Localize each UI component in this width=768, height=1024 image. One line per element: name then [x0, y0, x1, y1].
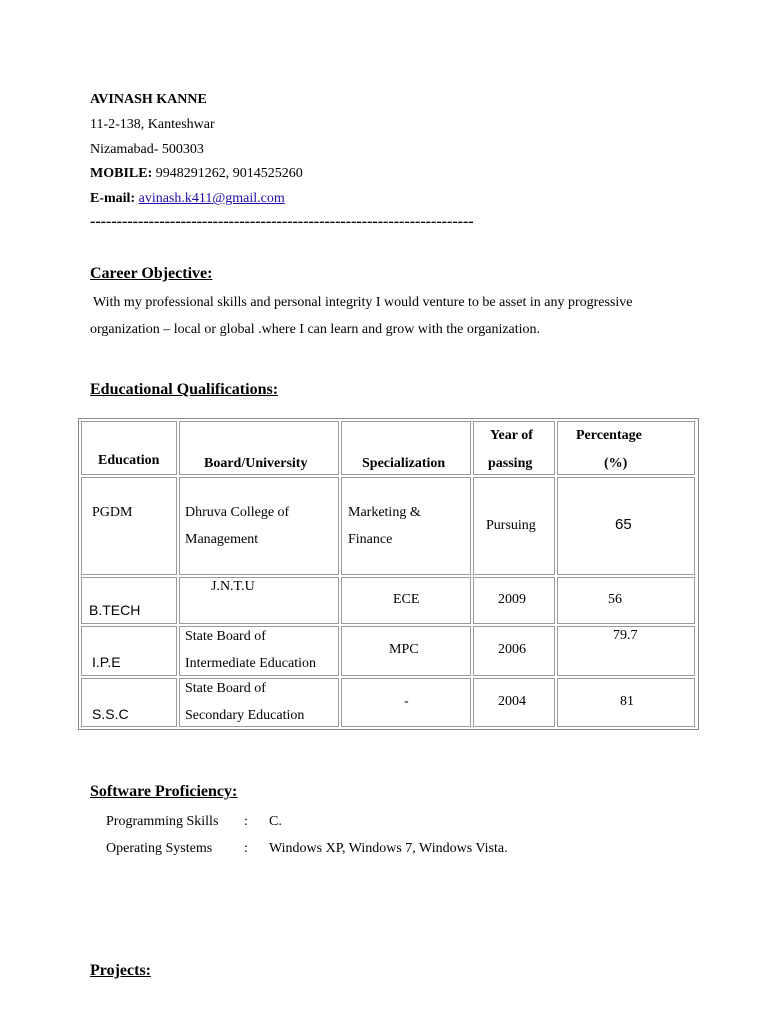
- row-specialization-line-1: -: [404, 694, 409, 709]
- software-value: Windows XP, Windows 7, Windows Vista.: [269, 841, 508, 856]
- table-row-btech-cell: [557, 577, 695, 624]
- row-year: 2004: [498, 694, 526, 709]
- table-row-ipe-cell: [473, 626, 555, 676]
- table-row-ipe-cell: [557, 626, 695, 676]
- row-specialization-line-2: Finance: [348, 532, 393, 547]
- education-heading: Educational Qualifications:: [90, 381, 279, 398]
- row-specialization-line-1: MPC: [389, 642, 419, 657]
- row-specialization-line-1: Marketing &: [348, 505, 421, 520]
- row-board-line-1: J.N.T.U: [211, 579, 255, 594]
- table-header-cell: [473, 421, 555, 475]
- table-row-pgdm-cell: [341, 477, 471, 575]
- software-value: C.: [269, 814, 282, 829]
- row-board-line-2: Secondary Education: [185, 708, 305, 723]
- mobile-row: [90, 166, 303, 182]
- row-percentage: 79.7: [613, 628, 638, 643]
- table-row-btech-cell: [341, 577, 471, 624]
- table-row-ssc-cell: [179, 678, 339, 727]
- mobile-value: 9948291262, 9014525260: [155, 166, 303, 181]
- table-row-ssc-cell: [557, 678, 695, 727]
- row-percentage: 65: [615, 516, 632, 533]
- email-label: E-mail:: [90, 191, 136, 206]
- row-education: S.S.C: [92, 706, 129, 722]
- table-row-pgdm-cell: [81, 477, 177, 575]
- header-specialization: Specialization: [362, 456, 446, 471]
- email-row: [90, 191, 285, 207]
- header-year-line-2: passing: [488, 456, 533, 471]
- row-board-line-2: Intermediate Education: [185, 656, 316, 671]
- table-header-cell: [341, 421, 471, 475]
- candidate-name: AVINASH KANNE: [90, 92, 207, 107]
- row-board-line-1: State Board of: [185, 629, 266, 644]
- software-label: Programming Skills: [106, 814, 219, 829]
- row-percentage: 81: [620, 694, 634, 709]
- address-line-1: 11-2-138, Kanteshwar: [90, 117, 215, 132]
- table-row-pgdm-cell: [473, 477, 555, 575]
- row-specialization-line-1: ECE: [393, 592, 420, 607]
- table-row-btech-cell: [81, 577, 177, 624]
- career-objective-heading: Career Objective:: [90, 265, 213, 282]
- row-board-line-2: Management: [185, 532, 259, 547]
- table-row-ipe-cell: [179, 626, 339, 676]
- software-proficiency-heading: Software Proficiency:: [90, 783, 238, 800]
- table-row-ipe-cell: [341, 626, 471, 676]
- row-percentage: 56: [608, 592, 622, 607]
- row-year: 2009: [498, 592, 526, 607]
- row-year: 2006: [498, 642, 526, 657]
- header-year-line-1: Year of: [490, 428, 533, 443]
- header-percentage-line-1: Percentage: [576, 428, 642, 443]
- header-board: Board/University: [204, 456, 308, 471]
- mobile-label: MOBILE:: [90, 166, 153, 181]
- software-separator: :: [244, 841, 248, 856]
- row-board-line-1: Dhruva College of: [185, 505, 290, 520]
- career-objective-line-2: organization – local or global .where I can learn and grow with the organization.: [90, 322, 541, 337]
- education-table: [78, 418, 699, 730]
- table-row-btech-cell: [179, 577, 339, 624]
- row-year: Pursuing: [486, 518, 536, 533]
- table-row-pgdm-cell: [179, 477, 339, 575]
- row-education: I.P.E: [92, 654, 121, 670]
- table-row-ssc-cell: [473, 678, 555, 727]
- software-separator: :: [244, 814, 248, 829]
- table-header-cell: [557, 421, 695, 475]
- projects-heading: Projects:: [90, 962, 151, 979]
- career-objective-line-1: With my professional skills and personal integrity I would venture to be asset in any progressive: [93, 295, 633, 310]
- table-row-ssc-cell: [341, 678, 471, 727]
- row-board-line-1: State Board of: [185, 681, 266, 696]
- header-divider: ------------------------------------------------------------------------: [90, 213, 474, 230]
- table-row-pgdm-cell: [557, 477, 695, 575]
- table-row-btech-cell: [473, 577, 555, 624]
- table-header-cell: [81, 421, 177, 475]
- software-label: Operating Systems: [106, 841, 213, 856]
- table-row-ipe-cell: [81, 626, 177, 676]
- header-percentage-line-2: (%): [604, 456, 628, 471]
- email-link[interactable]: avinash.k411@gmail.com: [138, 191, 285, 206]
- row-education: B.TECH: [89, 602, 141, 618]
- table-row-ssc-cell: [81, 678, 177, 727]
- address-line-2: Nizamabad- 500303: [90, 142, 204, 157]
- header-education: Education: [98, 453, 160, 468]
- row-education: PGDM: [92, 505, 133, 520]
- table-header-cell: [179, 421, 339, 475]
